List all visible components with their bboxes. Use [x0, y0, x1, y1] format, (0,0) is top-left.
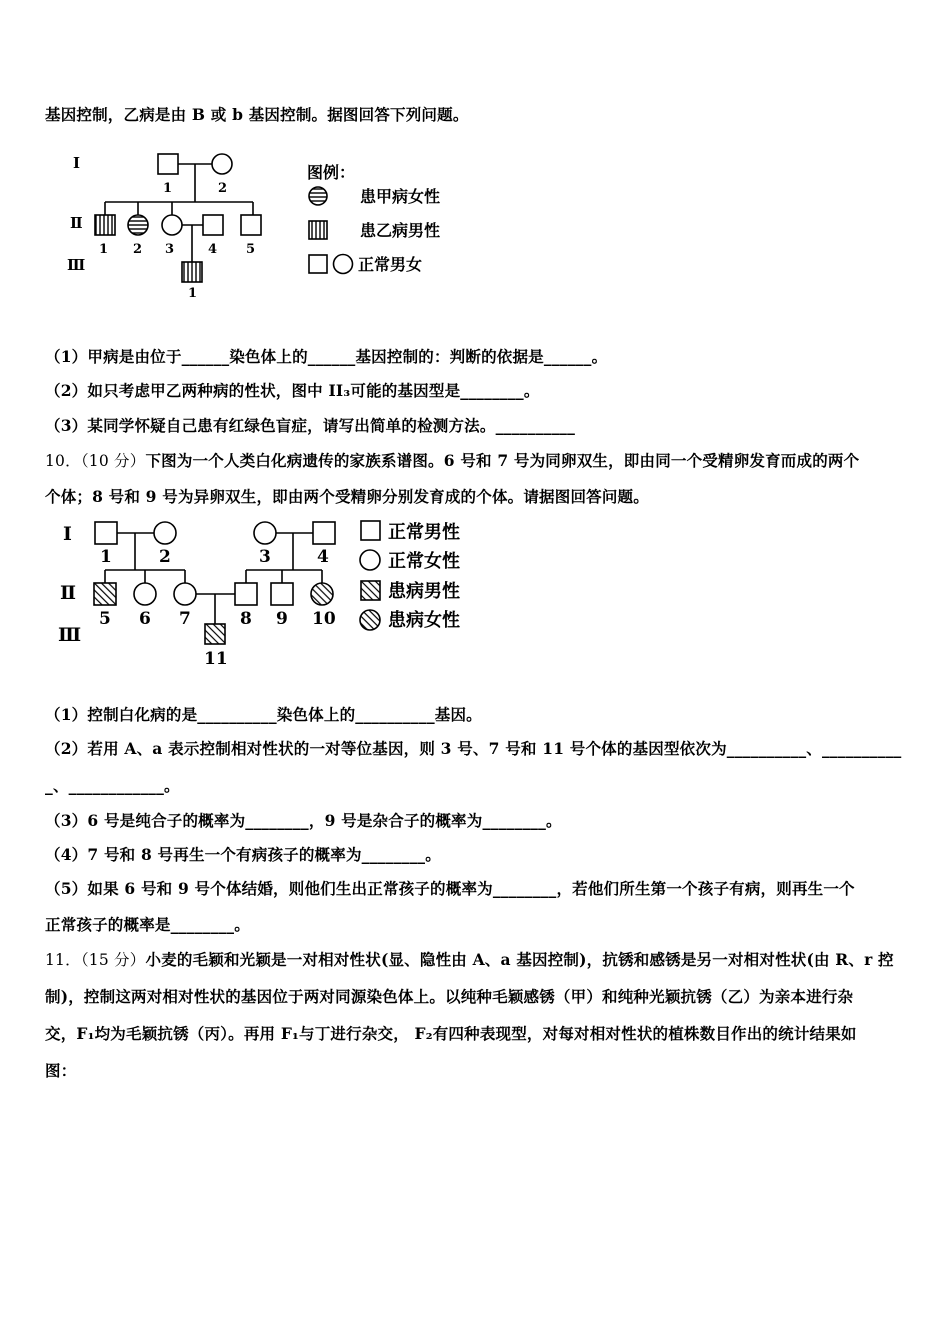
- svg-text:4: 4: [317, 547, 329, 567]
- pedigree-figure-2: [55, 514, 485, 674]
- svg-text:1: 1: [188, 286, 198, 301]
- q11-line-3: 交，F₁均为毛颖抗锈（丙）。再用 F₁与丁进行杂交， F₂有四种表现型，对每对相对性状的植株数目作出的统计结果如: [45, 1024, 857, 1043]
- svg-text:2: 2: [218, 181, 228, 196]
- albinism-I3-female: [254, 522, 276, 544]
- q10-sub-2-cont: _、____________。: [45, 776, 180, 795]
- svg-text:6: 6: [139, 609, 151, 629]
- legend-affected-a-female-symbol: [309, 187, 327, 205]
- q10-sub-5-cont: 正常孩子的概率是________。: [45, 915, 250, 934]
- q11-number: 11．（15 分）: [45, 951, 146, 969]
- q10-sub-3: （3）6 号是纯合子的概率为________，9 号是杂合子的概率为________。: [45, 811, 562, 830]
- q11-line-4: 图：: [45, 1061, 77, 1080]
- pedigree-III1-affected-b-male: [182, 262, 202, 282]
- gen2-label-3: Ⅲ: [58, 624, 82, 646]
- albinism-II10-affected-female: [311, 583, 333, 605]
- svg-text:1: 1: [163, 181, 173, 196]
- albinism-I2-female: [154, 522, 176, 544]
- legend2-item-3: 患病男性: [388, 581, 460, 602]
- svg-text:3: 3: [165, 242, 175, 257]
- q9-sub-1: （1）甲病是由位于______染色体上的______基因控制的：判断的依据是______。: [45, 347, 608, 366]
- legend2-item-2: 正常女性: [388, 551, 460, 572]
- legend2-affected-male-symbol: [361, 581, 380, 600]
- pedigree-II3-female: [162, 215, 182, 235]
- gen2-label-1: Ⅰ: [63, 523, 72, 545]
- svg-text:2: 2: [159, 547, 171, 567]
- svg-text:10: 10: [312, 609, 336, 629]
- pedigree-I2-female: [212, 154, 232, 174]
- pedigree-II5-male: [241, 215, 261, 235]
- svg-text:9: 9: [276, 609, 288, 629]
- svg-text:8: 8: [240, 609, 252, 629]
- q10-sub-5: （5）如果 6 号和 9 号个体结婚，则他们生出正常孩子的概率为________，若他们所生第一个孩子有病，则再生一个: [45, 879, 855, 898]
- legend-normal-male-symbol: [309, 255, 327, 273]
- svg-text:5: 5: [99, 609, 111, 629]
- legend-title: 图例：: [307, 163, 356, 182]
- legend-item-1: 患甲病女性: [360, 187, 441, 206]
- albinism-I4-male: [313, 522, 335, 544]
- albinism-II7-female: [174, 583, 196, 605]
- pedigree-I1-male: [158, 154, 178, 174]
- gen2-label-2: Ⅱ: [60, 582, 77, 604]
- svg-text:3: 3: [259, 547, 271, 567]
- pedigree-II2-affected-a-female: [128, 215, 148, 235]
- svg-text:11: 11: [204, 649, 228, 669]
- pedigree-II1-affected-b-male: [95, 215, 115, 235]
- albinism-II5-affected-male: [94, 583, 116, 605]
- legend-item-2: 患乙病男性: [360, 221, 441, 240]
- q10-number: 10．（10 分）: [45, 452, 146, 470]
- svg-text:5: 5: [246, 242, 256, 257]
- gen-label-3: Ⅲ: [67, 256, 86, 274]
- legend2-item-1: 正常男性: [388, 522, 460, 543]
- legend-item-3: 正常男女: [358, 255, 423, 274]
- albinism-I1-male: [95, 522, 117, 544]
- pedigree-figure-1: [55, 140, 485, 305]
- q9-sub-2: （2）如只考虑甲乙两种病的性状，图中 II₃可能的基因型是________。: [45, 381, 540, 400]
- gen-label-1: Ⅰ: [73, 154, 81, 172]
- legend-normal-female-symbol: [334, 255, 353, 274]
- albinism-II6-female: [134, 583, 156, 605]
- legend2-item-4: 患病女性: [388, 610, 460, 631]
- q10-sub-4: （4）7 号和 8 号再生一个有病孩子的概率为________。: [45, 845, 441, 864]
- svg-text:1: 1: [99, 242, 109, 257]
- albinism-II9-male: [271, 583, 293, 605]
- legend2-normal-male-symbol: [361, 521, 380, 540]
- legend2-normal-female-symbol: [360, 550, 380, 570]
- q11-line-2: 制)，控制这两对相对性状的基因位于两对同源染色体上。以纯种毛颖感锈（甲）和纯种光颖抗锈（乙）为亲本进行杂: [45, 987, 854, 1006]
- svg-text:1: 1: [100, 547, 112, 567]
- svg-text:2: 2: [133, 242, 143, 257]
- gen-label-2: Ⅱ: [70, 214, 83, 232]
- svg-text:4: 4: [208, 242, 218, 257]
- legend-affected-b-male-symbol: [309, 221, 327, 239]
- legend2-affected-female-symbol: [360, 610, 380, 630]
- intro-line: 基因控制，乙病是由 B 或 b 基因控制。据图回答下列问题。: [45, 105, 469, 124]
- q10-sub-1: （1）控制白化病的是__________染色体上的__________基因。: [45, 705, 482, 724]
- pedigree-II4-male: [203, 215, 223, 235]
- albinism-II8-male: [235, 583, 257, 605]
- albinism-III11-affected-male: [205, 624, 225, 644]
- q11-line-1: 11．（15 分）小麦的毛颖和光颖是一对相对性状(显、隐性由 A、a 基因控制)，抗锈和感锈是另一对相对性状(由 R、r 控: [45, 950, 894, 969]
- q9-sub-3: （3）某同学怀疑自己患有红绿色盲症，请写出简单的检测方法。__________: [45, 416, 576, 435]
- q10-stem-line-1: 10．（10 分）下图为一个人类白化病遗传的家族系谱图。6 号和 7 号为同卵双生，即由同一个受精卵发育而成的两个: [45, 451, 860, 470]
- q10-sub-2: （2）若用 A、a 表示控制相对性状的一对等位基因，则 3 号、7 号和 11 号个体的基因型依次为__________、__________: [45, 739, 902, 758]
- svg-text:7: 7: [179, 609, 191, 629]
- q10-stem-line-2: 个体；8 号和 9 号为异卵双生，即由两个受精卵分别发育成的个体。请据图回答问题。: [45, 487, 649, 506]
